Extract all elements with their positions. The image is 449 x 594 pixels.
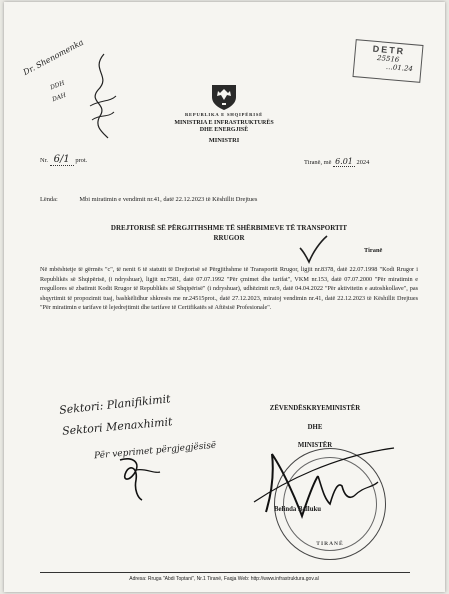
handwritten-annotation-1: Sektori: Planifikimit — [58, 392, 172, 417]
header-minister: MINISTRI — [208, 137, 240, 144]
addressee-line-2: RRUGOR — [213, 234, 245, 242]
subject-label: Lënda: — [40, 196, 58, 203]
place-date-row — [304, 157, 369, 167]
addressee-city: Tiranë — [364, 247, 383, 254]
date-handwritten: 6.01 — [335, 157, 353, 166]
stamp-date: …01.24 — [385, 62, 414, 74]
handwritten-initials-2: DAH — [51, 91, 68, 104]
signatory-name: Belinda Balluku — [274, 506, 322, 513]
date-year: 2024 — [356, 159, 370, 166]
letter-page — [4, 2, 445, 592]
stamp-number: 25516 — [376, 54, 400, 64]
minister-signature — [244, 442, 414, 532]
protocol-nr-value: 6/1 — [50, 154, 74, 166]
header-republic: REPUBLIKA E SHQIPËRISË — [184, 112, 264, 117]
protocol-number-row — [40, 154, 87, 166]
handwritten-initials-1: DDH — [49, 79, 66, 92]
protocol-prot-label: prot. — [75, 157, 88, 164]
addressee-line-1: DREJTORISË SË PËRGJITHSHME TË SHËRBIMEVE TË TRANSPORTIT — [110, 224, 348, 232]
stamp-label: DETR — [372, 43, 406, 57]
signatory-title-3: MINISTËR — [297, 442, 333, 449]
received-stamp — [352, 39, 423, 83]
handwritten-initial-signature — [112, 452, 172, 502]
check-mark-icon — [298, 234, 328, 264]
coat-of-arms-icon — [209, 83, 239, 111]
protocol-nr-label: Nr. — [40, 157, 48, 164]
handwritten-flourish-top — [82, 50, 122, 140]
footer-rule — [40, 572, 410, 573]
signatory-title-2: DHE — [307, 424, 323, 431]
footer-address: Adresa: Rruga "Abdi Toptani", Nr.1 Tiranë, Faqja Web: http://www.infrastruktura.gov.al — [129, 576, 319, 582]
place-date-label: Tiranë, më — [304, 159, 332, 166]
header-ministry-2: DHE ENERGJISË — [199, 127, 249, 133]
handwritten-note-text: Dr. Shenomenka — [21, 37, 86, 78]
handwritten-annotation-2: Sektori Menaxhimit — [61, 415, 173, 438]
handwritten-annotation-3: Për veprimet përgjegjësisë — [93, 440, 217, 462]
seal-text: TIRANË — [316, 541, 344, 547]
header-ministry: MINISTRIA E INFRASTRUKTURËS — [174, 120, 274, 126]
subject-row — [40, 196, 420, 203]
subject-text: Mbi miratimin e vendimit nr.41, datë 22.12.2023 të Këshillit Drejtues — [79, 196, 258, 203]
signatory-title-1: ZËVENDËSKRYEMINISTËR — [269, 405, 361, 412]
letter-body: Në mbështetje të gërmës "c", të nenit 6 të statutit të Drejtorisë së Përgjithshme të Transportit Rrugor, ligjit nr.8378, datë 22.07.1998 "Kodi Rrugor i Republikës së Shqipërisë, (i ndryshuar), ligjit nr.7581, datë 07.07.1992 "Për çmimet dhe tarifat", VKM nr.153, datë 07.07.2000 "Për miratimin e rregullores së zbatimit Kodit Rrugor të Republikës së Shqipërisë" (i ndryshuar), udhëzimit nr.9, datë 04.04.2022 "Për aktivitetin e autoshkollave", pas shqyrtimit të propozimit tuaj, bashkëlidhur shkresës me nr.24515prot., datë 27.12.2023, miratoj vendimin nr.41, datë 22.12.2023 të Këshillit Drejtues "Për miratimin e tarifave të lejedrejtimit dhe tarifave të Certifikatës së Aftësisë Profesionale". — [40, 266, 418, 312]
